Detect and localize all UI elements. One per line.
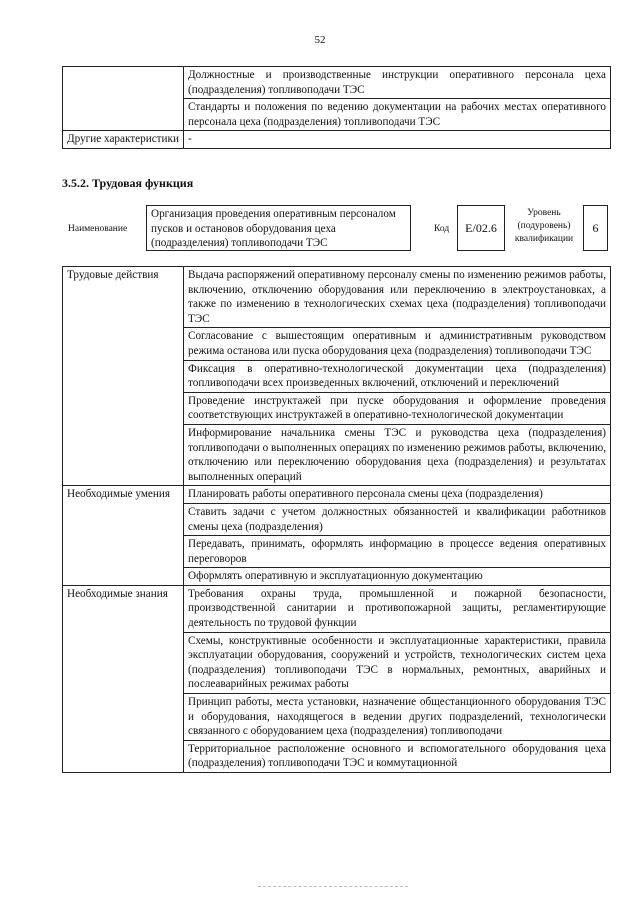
function-name-box: Организация проведения оперативным персоналом пусков и остановов оборудования цеха (подразделения) топливоподачи ТЭС	[146, 205, 411, 251]
row-item: -	[184, 131, 611, 149]
row-item: Должностные и производственные инструкции оперативного персонала цеха (подразделения) топливоподачи ТЭС	[184, 67, 611, 99]
labor-function-table	[62, 266, 611, 773]
table-row	[63, 267, 611, 328]
table-row	[63, 486, 611, 504]
row-item: Фиксация в оперативно-технологической документации цеха (подразделения) топливоподачи всех произведенных включений, отключений и переключений	[184, 360, 611, 392]
name-label: Наименование	[68, 224, 128, 234]
table-row	[63, 67, 611, 99]
row-label	[63, 67, 184, 131]
table-row	[63, 131, 611, 149]
page-number: 52	[314, 34, 326, 46]
row-item: Планировать работы оперативного персонала смены цеха (подразделения)	[184, 486, 611, 504]
scan-edge-mark	[258, 886, 408, 887]
code-label: Код	[434, 224, 450, 234]
level-box: 6	[583, 205, 608, 251]
row-item: Информирование начальника смены ТЭС и руководства цеха (подразделения) топливоподачи о выполненных операциях по изменению режимов работы, включению, отключению или переключению оборудования цеха (подразделения) и результатах выполненных операций	[184, 424, 611, 485]
row-item: Территориальное расположение основного и вспомогательного оборудования цеха (подразделения) топливоподачи ТЭС и коммутационной	[184, 740, 611, 772]
row-item: Стандарты и положения по ведению документации на рабочих местах оперативного персонала цеха (подразделения) топливоподачи ТЭС	[184, 99, 611, 131]
row-item: Выдача распоряжений оперативному персоналу смены по изменению режимов работы, включению, отключению оборудования или переключению в электроустановках, а также по изменению в технологических схемах цеха (подразделения) топливоподачи ТЭС	[184, 267, 611, 328]
row-item: Оформлять оперативную и эксплуатационную документацию	[184, 568, 611, 586]
row-label: Трудовые действия	[63, 267, 184, 486]
level-label: Уровень (подуровень) квалификации	[514, 208, 574, 244]
row-label: Другие характеристики	[63, 131, 184, 149]
row-item: Требования охраны труда, промышленной и пожарной безопасности, производственной санитарии и противопожарной защиты, регламентирующие деятельность по трудовой функции	[184, 585, 611, 632]
section-heading: 3.5.2. Трудовая функция	[62, 176, 194, 190]
row-item: Ставить задачи с учетом должностных обязанностей и квалификации работников смены цеха (подразделения)	[184, 503, 611, 535]
row-item: Схемы, конструктивные особенности и эксплуатационные характеристики, правила эксплуатации оборудования, сооружений и устройств, технологических систем цеха (подразделения) топливоподачи ТЭС в нормальных, ремонтных, аварийных и послеаварийных режимах работы	[184, 632, 611, 693]
row-item: Согласование с вышестоящим оперативным и административным руководством режима останова или пуска оборудования цеха (подразделения) топливоподачи ТЭС	[184, 328, 611, 360]
code-box: E/02.6	[457, 205, 505, 251]
requirements-table-continued	[62, 66, 611, 149]
row-item: Передавать, принимать, оформлять информацию в процессе ведения оперативных переговоров	[184, 536, 611, 568]
row-label: Необходимые знания	[63, 585, 184, 772]
row-label: Необходимые умения	[63, 486, 184, 586]
row-item: Проведение инструктажей при пуске оборудования и оформление проведения соответствующих инструктажей в оперативно-технологической документации	[184, 392, 611, 424]
row-item: Принцип работы, места установки, назначение общестанционного оборудования ТЭС и оборудования, находящегося в ведении других подразделений, технологически связанного с оборудованием цеха (подразделения) топливоподачи	[184, 694, 611, 741]
table-row	[63, 585, 611, 632]
